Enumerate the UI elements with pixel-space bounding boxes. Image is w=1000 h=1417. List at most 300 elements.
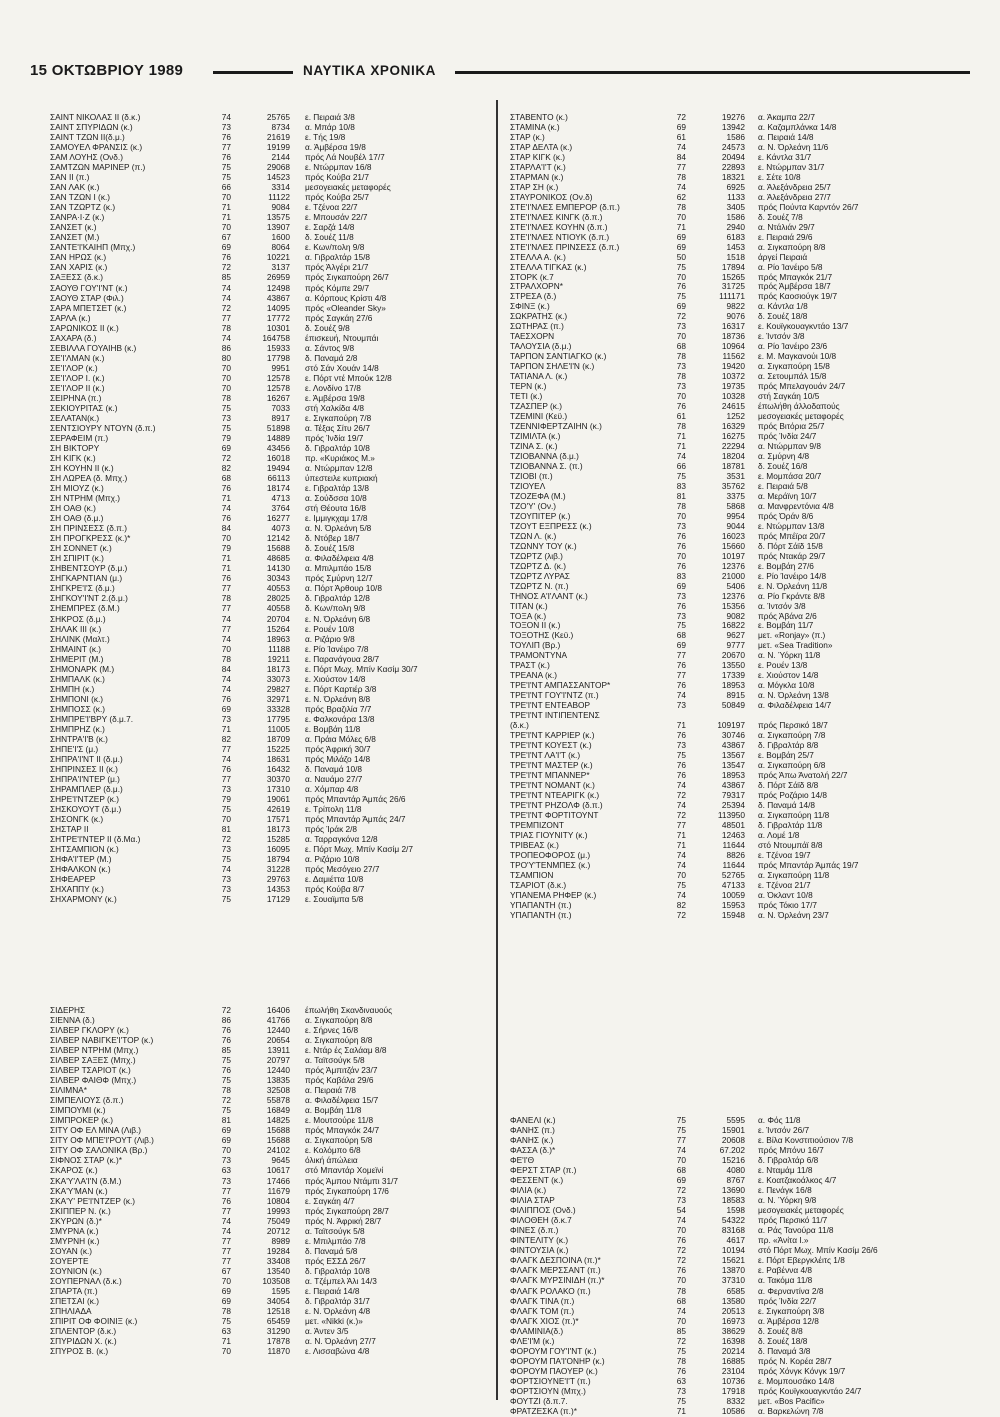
build-year: 75 <box>221 402 231 413</box>
tonnage: 6585 <box>726 1285 745 1296</box>
ship-name: ΣΕΙΡΗΝΑ (π.) <box>50 392 102 403</box>
build-year: 77 <box>221 603 231 614</box>
ship-status: α. Μανφρεντόνια 4/8 <box>758 500 834 511</box>
tonnage: 11644 <box>722 859 745 870</box>
build-year: 68 <box>676 630 686 641</box>
ship-status: α. Βαρκελώνη 7/8 <box>758 1405 824 1416</box>
tonnage: 19735 <box>721 381 745 392</box>
tonnage: 9822 <box>726 301 745 312</box>
build-year: 77 <box>221 1205 231 1216</box>
tonnage: 1252 <box>726 411 745 422</box>
ship-status: δ. Σουέζ 7/8 <box>758 211 803 222</box>
tonnage: 17571 <box>266 814 290 825</box>
tonnage: 13540 <box>266 1265 290 1276</box>
tonnage: 16973 <box>721 1315 745 1326</box>
build-year: 70 <box>676 271 686 282</box>
tonnage: 8826 <box>726 849 745 860</box>
tonnage: 164758 <box>262 332 290 343</box>
ship-status: α. Πειραιά 14/8 <box>758 131 814 142</box>
ship-name: ΣΚΑ'Υ'ΛΑ'Ι'Ν (δ.Μ.) <box>50 1175 122 1186</box>
ship-name: ΣΗΦΑ'Ι'ΤΕΡ (Μ.) <box>50 854 112 865</box>
ship-status: πρός Μπελαγουάν 24/7 <box>758 381 846 392</box>
build-year: 72 <box>676 809 686 820</box>
tonnage: 54322 <box>721 1215 745 1226</box>
header-rule-left <box>213 71 293 74</box>
tonnage: 9954 <box>726 510 745 521</box>
ship-status: πρός ΕΣΣΔ 26/7 <box>305 1255 366 1266</box>
ship-status: α. Ν. Όρλεάνη 23/7 <box>758 909 829 920</box>
ship-status: α. Ταϊτσούγκ 5/8 <box>305 1225 365 1236</box>
tonnage: 32508 <box>266 1085 290 1096</box>
ship-status: πρός Ίνδία 24/7 <box>758 431 817 442</box>
ship-name: ΣΠΗΛΙΑΔΑ <box>50 1305 92 1316</box>
build-year: 72 <box>676 1335 686 1346</box>
ship-status: ε. Τζένοα 22/7 <box>305 202 358 213</box>
ship-name: ΣΑΝ ΛΑΚ (κ.) <box>50 182 100 193</box>
ship-status: πρός Μεσόγειο 27/7 <box>305 864 380 875</box>
ship-name: ΦΛΑΓΚ ΤΙΝΑ (π.) <box>510 1295 575 1306</box>
build-year: 69 <box>676 241 686 252</box>
tonnage: 24102 <box>266 1145 290 1156</box>
ship-status: α. Μπιλμπάο 15/8 <box>305 563 372 574</box>
build-year: 72 <box>676 112 686 122</box>
tonnage: 8332 <box>726 1395 745 1406</box>
ship-status: πρός Πούντα Καρντόν 26/7 <box>758 201 859 212</box>
build-year: 74 <box>676 141 686 152</box>
ship-name: ΤΟΥΛΙΠ (Βρ.) <box>510 640 561 651</box>
build-year: 73 <box>676 610 686 621</box>
tonnage: 11005 <box>267 723 290 734</box>
ship-name: ΦΡΑΤΖΕΣΚΑ (π.)* <box>510 1405 577 1416</box>
ship-status: ε. Μουτσούρε 11/8 <box>305 1115 374 1126</box>
ship-name: ΣΗΧΑΠΠΥ (κ.) <box>50 884 104 895</box>
ship-name: ΣΑΜΤΖΩΝ ΜΑΡΙΝΕΡ (π.) <box>50 162 146 173</box>
tonnage: 10964 <box>721 341 745 352</box>
build-year: 69 <box>676 1175 686 1186</box>
build-year: 76 <box>676 530 686 541</box>
tonnage: 15933 <box>266 342 290 353</box>
tonnage: 18953 <box>721 680 745 691</box>
ship-status: α. Φιλαδέλφεια 4/8 <box>305 553 374 564</box>
ship-name: ΦΛΕ'Ι'Μ (κ.) <box>510 1335 555 1346</box>
ship-status: α. Ίντσόν 3/8 <box>758 600 806 611</box>
ship-name: ΤΡΕ'Ι'ΝΤ ΦΟΡΤΙΤΟΥΝΤ <box>510 809 599 820</box>
ship-name: ΣΑΙΝΤ ΣΠΥΡΙΔΩΝ (κ.) <box>50 122 133 133</box>
tonnage: 3314 <box>271 182 290 193</box>
tonnage: 20654 <box>266 1035 290 1046</box>
tonnage: 12578 <box>266 372 290 383</box>
ship-status: πρός Λά Νουβέλ 17/7 <box>305 152 385 163</box>
ship-name: ΦΙΝΕΣ (δ.π.) <box>510 1225 559 1236</box>
tonnage: 30746 <box>721 730 745 741</box>
build-year: 84 <box>676 151 686 162</box>
build-year: 74 <box>221 112 231 122</box>
tonnage: 12578 <box>266 382 290 393</box>
build-year: 76 <box>676 401 686 412</box>
ship-name: ΣΙΛΒΕΡ ΦΑΙΘΦ (Μπχ.) <box>50 1075 137 1086</box>
build-year: 73 <box>676 1195 686 1206</box>
ship-name: ΤΡΕΜΠΙΖΟΝΤ <box>510 819 564 830</box>
build-year: 73 <box>221 884 231 895</box>
ship-name: ΤΡΑΣΤ (κ.) <box>510 660 550 671</box>
ship-status: έπισκευή, Ντουμπάι <box>305 332 379 343</box>
tonnage: 6925 <box>726 181 745 192</box>
tonnage: 14523 <box>266 172 290 183</box>
build-year: 69 <box>221 1285 231 1296</box>
ship-name: ΣΗΠΡΙΝΣΕΣ ΙΙ (κ.) <box>50 763 118 774</box>
tonnage: 111171 <box>719 291 745 302</box>
tonnage: 17129 <box>266 894 290 905</box>
tonnage: 18953 <box>721 770 745 781</box>
ship-status: στό Πόρτ Μωχ. Μπίν Κασίμ 26/6 <box>758 1245 878 1256</box>
ship-name: ΤΡΕ'Ι'ΝΤ ΡΗΖΟΛΦ (δ.π.) <box>510 799 603 810</box>
tonnage: 1518 <box>726 251 745 262</box>
tonnage: 15264 <box>266 623 290 634</box>
ship-status: άργεί Πειραιά <box>758 251 808 262</box>
ship-name: ΣΑΝ ΗΡΩΣ (κ.) <box>50 252 107 263</box>
ship-name: ΣΗ ΣΟΝΝΕΤ (κ.) <box>50 543 112 554</box>
tonnage: 16275 <box>721 431 745 442</box>
tonnage: 16018 <box>266 453 290 464</box>
ship-status: α. Ν. Όρλεάνη 27/7 <box>305 1335 376 1346</box>
ship-name: ΣΚΑΡΟΣ (κ.) <box>50 1165 98 1176</box>
tonnage: 48501 <box>721 819 745 830</box>
ship-status: ε. Ντώρμπαν 16/8 <box>305 162 372 173</box>
ship-status: ε. Βίλα Κονστιτιούσιον 7/8 <box>758 1135 854 1146</box>
build-year: 69 <box>676 121 686 132</box>
tonnage: 28025 <box>266 593 290 604</box>
ship-status: α. Σιγκαπούρη 8/8 <box>305 1015 373 1026</box>
ship-name: ΣΗΛΑΚ ΙΙΙ (κ.) <box>50 623 102 634</box>
ship-status: ε. Ίντσόν 26/7 <box>758 1125 810 1136</box>
build-year: 74 <box>676 889 686 900</box>
tonnage: 15285 <box>266 834 290 845</box>
ship-status: πρός Χόνγκ Κόνγκ 19/7 <box>758 1365 846 1376</box>
build-year: 70 <box>676 1225 686 1236</box>
ship-status: α. Σιγκαπούρη 11/8 <box>758 869 830 880</box>
ship-status: πρός Μπαγκόκ 21/7 <box>758 271 833 282</box>
tonnage: 8767 <box>726 1175 745 1186</box>
ship-status: δ. Σουέζ 8/8 <box>758 1325 803 1336</box>
build-year: 74 <box>221 1215 231 1226</box>
build-year: 77 <box>221 743 231 754</box>
ship-name: ΦΟΡΟΥΜ ΠΑΟΥΕΡ (κ.) <box>510 1365 598 1376</box>
build-year: 77 <box>676 670 686 681</box>
build-year: 74 <box>676 849 686 860</box>
ship-status: ε. Κοατζακοάλκος 4/7 <box>758 1175 837 1186</box>
ship-status: α. Άμβέρσα 19/8 <box>305 142 366 153</box>
tonnage: 8915 <box>726 690 745 701</box>
publication-title: ΝΑΥΤΙΚΑ ΧΡΟΝΙΚΑ <box>303 63 437 78</box>
ship-name: ΤΖΕΜΙΝΙ (Κεϋ.) <box>510 411 568 422</box>
tonnage: 17894 <box>721 261 745 272</box>
build-year: 68 <box>676 341 686 352</box>
ship-name: ΤΡΕ'Ι'ΝΤ ΛΑ'Ι'Τ (κ.) <box>510 750 581 761</box>
ship-status: α. Ριζάριο 10/8 <box>305 854 360 865</box>
ship-status: ε. Πόρτ Μωχ. Μπίν Κασίμ 30/7 <box>305 663 418 674</box>
ship-name: ΣΗΠΡΑ'Ι'ΝΤΕΡ (μ.) <box>50 773 120 784</box>
build-year: 86 <box>221 342 231 353</box>
ship-status: πρός Άπω Άνατολή 22/7 <box>758 770 848 781</box>
ship-status: δ. Γιβραλτάρ 10/8 <box>305 1265 370 1276</box>
build-year: 74 <box>676 450 686 461</box>
tonnage: 20712 <box>266 1225 290 1236</box>
tonnage: 29763 <box>266 874 290 885</box>
tonnage: 50849 <box>721 700 745 711</box>
ship-name: ΣΗ ΒΙΚΤΟΡΥ <box>50 442 100 453</box>
ship-name: ΣΤΑΡ ΣΗ (κ.) <box>510 181 559 192</box>
ship-status: ε. Τζένοα 19/7 <box>758 849 811 860</box>
tonnage: 31228 <box>266 864 290 875</box>
ship-name: ΣΤΑΜΙΝΑ (κ.) <box>510 121 560 132</box>
ship-name: ΣΠΛΕΝΤΟΡ (δ.κ.) <box>50 1325 117 1336</box>
build-year: 75 <box>676 879 686 890</box>
ship-name: ΣΑΙΝΤ ΝΙΚΟΛΑΣ ΙΙ (δ.κ.) <box>50 112 141 122</box>
ship-status: α. Σιγκαπούρη 8/8 <box>758 241 826 252</box>
ship-status: μεσογειακές μεταφορές <box>305 182 391 193</box>
ship-name: ΤΡΟΠΕΟΦΟΡΟΣ (μ.) <box>510 849 591 860</box>
tonnage: 22893 <box>721 161 745 172</box>
ship-name: ΣΕ'Ι'ΛΟΡ Ι. (κ.) <box>50 372 105 383</box>
ship-name: ΣΙΛΒΕΡ ΓΚΛΟΡΥ (κ.) <box>50 1025 129 1036</box>
ship-name: ΣΙΜΠΡΟΚΕΡ (κ.) <box>50 1115 114 1126</box>
ship-name: ΣΑΝΣΕΤ (Μ.) <box>50 232 100 243</box>
ship-status: ε. Μομπάσα 20/7 <box>758 470 822 481</box>
build-year: 76 <box>676 770 686 781</box>
issue-date: 15 ΟΚΤΩΒΡΙΟΥ 1989 <box>30 62 184 79</box>
ship-status: α. Σιγκαπούρη 7/8 <box>758 730 826 741</box>
ship-status: δ. Σουέζ 15/8 <box>305 543 355 554</box>
ship-name: ΣΤΑΡΛΑ'Ι'Τ (κ.) <box>510 161 566 172</box>
tonnage: 10736 <box>721 1375 745 1386</box>
ship-status: α. Ναυάμο 27/7 <box>305 773 363 784</box>
ship-status: ε. Σέτε 10/8 <box>758 171 801 182</box>
ship-name: ΣΗΣΟΝΓΚ (κ.) <box>50 814 104 825</box>
ship-status: α. Κάντλα 1/8 <box>758 301 808 312</box>
tonnage: 23104 <box>721 1365 745 1376</box>
tonnage: 79317 <box>721 789 745 800</box>
build-year: 74 <box>221 753 231 764</box>
build-year: 74 <box>221 633 231 644</box>
ship-name: ΦΛΑΓΚ ΔΕΣΠΟΙΝΑ (π.)* <box>510 1255 601 1266</box>
ship-status: α. Ράς Τανούρα 11/8 <box>758 1225 834 1236</box>
build-year: 71 <box>676 431 686 442</box>
ship-status: ε. Μ. Μαγκανούι 10/8 <box>758 351 837 362</box>
build-year: 73 <box>676 321 686 332</box>
ship-name: ΣΗΜΠΗ (κ.) <box>50 683 95 694</box>
tonnage: 31290 <box>266 1325 290 1336</box>
ship-status: πρός Βραζιλία 7/7 <box>305 703 372 714</box>
build-year: 75 <box>676 750 686 761</box>
tonnage: 109197 <box>717 720 745 731</box>
build-year: 71 <box>676 441 686 451</box>
build-year: 70 <box>221 1145 231 1156</box>
ship-name: ΤΗΝΟΣ Α'Ι'ΛΑΝΤ (κ.) <box>510 590 588 601</box>
build-year: 67 <box>221 1265 231 1276</box>
ship-status: έπωλήθη Σκανδιναυούς <box>305 1005 393 1015</box>
build-year: 76 <box>676 1235 686 1246</box>
build-year: 70 <box>676 1275 686 1286</box>
ship-name: ΦΛΑΓΚ ΤΟΜ (π.) <box>510 1305 575 1316</box>
ship-status: πρός Περσικό 18/7 <box>758 720 828 731</box>
ship-status: πρός Σιγκαπούρη 28/7 <box>305 1205 389 1216</box>
ship-status: μεσογειακές μεταφορές <box>758 411 844 422</box>
build-year: 70 <box>676 1155 686 1166</box>
ship-name: ΤΖΩΡΤΖ (λιβ.) <box>510 550 563 561</box>
ship-name: ΦΑΝΗΣ (κ.) <box>510 1135 554 1146</box>
build-year: 74 <box>676 859 686 870</box>
tonnage: 4073 <box>271 523 290 534</box>
ship-status: α. Τζέμπελ Άλι 14/3 <box>305 1275 377 1286</box>
ship-name: ΣΤΑΒΕΝΤΟ (κ.) <box>510 112 568 122</box>
tonnage: 11679 <box>267 1185 290 1196</box>
tonnage: 13911 <box>267 1045 290 1056</box>
build-year: 77 <box>676 1135 686 1146</box>
tonnage: 48685 <box>266 553 290 564</box>
ship-name: ΣΙΔΕΡΗΣ <box>50 1005 86 1015</box>
build-year: 74 <box>221 503 231 514</box>
tonnage: 1586 <box>726 211 745 222</box>
ship-name: ΣΗΓΚΡΕ'Ι'Σ (δ.μ.) <box>50 583 115 594</box>
tonnage: 65459 <box>266 1315 290 1326</box>
tonnage: 9627 <box>726 630 745 641</box>
build-year: 75 <box>221 1105 231 1116</box>
ship-name: ΤΖΟΖΕΦΑ (Μ.) <box>510 490 566 501</box>
build-year: 77 <box>221 623 231 634</box>
ship-status: στή Σαγκάη 10/5 <box>758 391 820 402</box>
build-year: 76 <box>676 1265 686 1276</box>
ship-status: ε. Ρουέν 10/8 <box>305 623 355 634</box>
ship-status: ε. Παρανάγουα 28/7 <box>305 653 380 664</box>
tonnage: 15265 <box>721 271 745 282</box>
build-year: 75 <box>221 854 231 865</box>
ship-name: ΣΕΝΤΣΙΟΥΡΥ ΝΤΟΥΝ (δ.π.) <box>50 422 156 433</box>
ship-status: πρός Ίράκ 2/8 <box>305 824 358 835</box>
build-year: 82 <box>221 733 231 744</box>
tonnage: 13907 <box>266 222 290 233</box>
ship-status: α. Ρίο Γκράντε 8/8 <box>758 590 825 601</box>
build-year: 71 <box>676 1405 686 1416</box>
ship-status: α. Σάντος 9/8 <box>305 342 355 353</box>
ship-status: πρός Άμπου Ντάμπι 31/7 <box>305 1175 399 1186</box>
tonnage: 15688 <box>266 1135 290 1146</box>
ship-name: ΤΡΕ'Ι'ΝΤ ΙΝΤΙΠΕΝΤΕΝΣ <box>510 710 600 721</box>
tonnage: 17466 <box>266 1175 290 1186</box>
ship-status: πρός Σμύρνη 12/7 <box>305 573 373 584</box>
tonnage: 15660 <box>721 540 745 551</box>
build-year: 76 <box>221 693 231 704</box>
ship-status: ε. Ν. Όρλεάνη 11/8 <box>758 580 828 591</box>
ship-name: ΣΗΜΟΝΑΡΚ (Μ.) <box>50 663 115 674</box>
ship-status: ε. Μομπουσάκο 14/8 <box>758 1375 835 1386</box>
ship-name: ΤΖΙΜΙΛΤΑ (κ.) <box>510 431 561 442</box>
ship-name: ΣΗΓΚΑΡΝΤΙΑΝ (μ.) <box>50 573 123 584</box>
build-year: 68 <box>676 1295 686 1306</box>
tonnage: 12142 <box>266 533 290 544</box>
tonnage: 21619 <box>266 132 290 143</box>
ship-name: ΣΗΣΚΟΥΟΥΤ (δ.μ.) <box>50 804 122 815</box>
ship-name: ΦΑΝΗΣ (π.) <box>510 1125 555 1136</box>
ship-name: ΣΗΠΡΑ'Ι'ΝΤ ΙΙ (δ.μ.) <box>50 753 123 764</box>
build-year: 76 <box>221 1035 231 1046</box>
tonnage: 16277 <box>266 513 290 524</box>
ship-status: δ. Παναμά 14/8 <box>758 799 815 810</box>
ship-status: α. Σμύρνη 4/8 <box>758 450 810 461</box>
ship-status: α. Μεράϊνη 10/7 <box>758 490 817 501</box>
build-year: 82 <box>221 463 231 474</box>
tonnage: 18583 <box>721 1195 745 1206</box>
tonnage: 15901 <box>721 1125 745 1136</box>
ship-status: πρός Κουϊγκουαγκντάο 24/7 <box>758 1385 862 1396</box>
ship-status: α. Μόγκλα 10/8 <box>758 680 815 691</box>
ship-status: α. Ν. Ύόρκη 9/8 <box>758 1195 817 1206</box>
build-year: 83 <box>676 480 686 491</box>
build-year: 73 <box>221 1175 231 1186</box>
tonnage: 20608 <box>721 1135 745 1146</box>
ship-status: α. Φιλαδέλφεια 14/7 <box>758 700 832 711</box>
build-year: 71 <box>221 563 231 574</box>
build-year: 77 <box>221 773 231 784</box>
ship-status: πρός Κούβα 25/7 <box>305 192 369 203</box>
build-year: 70 <box>676 331 686 342</box>
tonnage: 9645 <box>271 1155 290 1166</box>
ship-name: ΣΑΝ ΤΖΩΡΤΖ (κ.) <box>50 202 116 213</box>
build-year: 66 <box>676 460 686 471</box>
tonnage: 1133 <box>727 191 745 202</box>
tonnage: 2940 <box>726 221 745 232</box>
tonnage: 18631 <box>266 753 290 764</box>
ship-name: ΣΕΛΑΤΑΝ(κ.) <box>50 412 100 423</box>
ship-status: στή Θέουτα 16/8 <box>305 503 367 514</box>
ship-name: ΣΗΓΚΟΥ'Ι'ΝΤ 2.(δ.μ.) <box>50 593 128 604</box>
ship-name: ΣΕ'Ι'ΛΟΡ (κ.) <box>50 362 98 373</box>
ship-status: πρός Κούβα 8/7 <box>305 884 365 895</box>
build-year: 74 <box>221 683 231 694</box>
ship-status: α. Όκλαντ 10/8 <box>758 889 813 900</box>
ship-status: δ. Σουέζ 11/8 <box>305 232 354 243</box>
ship-name: ΤΖΙΝΑ Σ. (κ.) <box>510 441 558 451</box>
build-year: 71 <box>676 720 686 731</box>
build-year: 77 <box>221 1255 231 1266</box>
build-year: 70 <box>221 814 231 825</box>
ship-status: α. Άκαμπα 22/7 <box>758 112 815 122</box>
ship-name: ΣΕ'Ι'ΛΟΡ ΙΙ (κ.) <box>50 382 105 393</box>
build-year: 71 <box>221 202 231 213</box>
tonnage: 22294 <box>721 441 745 451</box>
ship-status: δ. Παναμά 10/8 <box>305 763 362 774</box>
ship-status: α. Άντεν 3/5 <box>305 1325 349 1336</box>
build-year: 75 <box>676 291 686 302</box>
build-year: 72 <box>676 1185 686 1196</box>
ship-name: ΣΗΦΕΑΡΕΡ <box>50 874 96 885</box>
tonnage: 14889 <box>266 432 290 443</box>
tonnage: 32971 <box>266 693 290 704</box>
ship-status: πρός Μπαντάρ Άμπάς 26/6 <box>305 794 406 805</box>
ship-status: α. Μπάρ 10/8 <box>305 122 355 133</box>
build-year: 70 <box>221 533 231 544</box>
build-year: 74 <box>221 673 231 684</box>
ship-status: ε. Λισσαβώνα 4/8 <box>305 1346 370 1357</box>
build-year: 83 <box>676 570 686 581</box>
ship-status: α. Σιγκαπούρη 8/8 <box>305 1035 373 1046</box>
tonnage: 20670 <box>721 650 745 661</box>
ship-name: ΣΟΥΠΕΡΝΑΛ (δ.κ.) <box>50 1275 122 1286</box>
build-year: 67 <box>221 232 231 243</box>
build-year: 73 <box>221 122 231 133</box>
tonnage: 21000 <box>721 570 745 581</box>
ship-status: ε. Γιβραλτάρ 13/8 <box>305 483 369 494</box>
tonnage: 8734 <box>271 122 290 133</box>
